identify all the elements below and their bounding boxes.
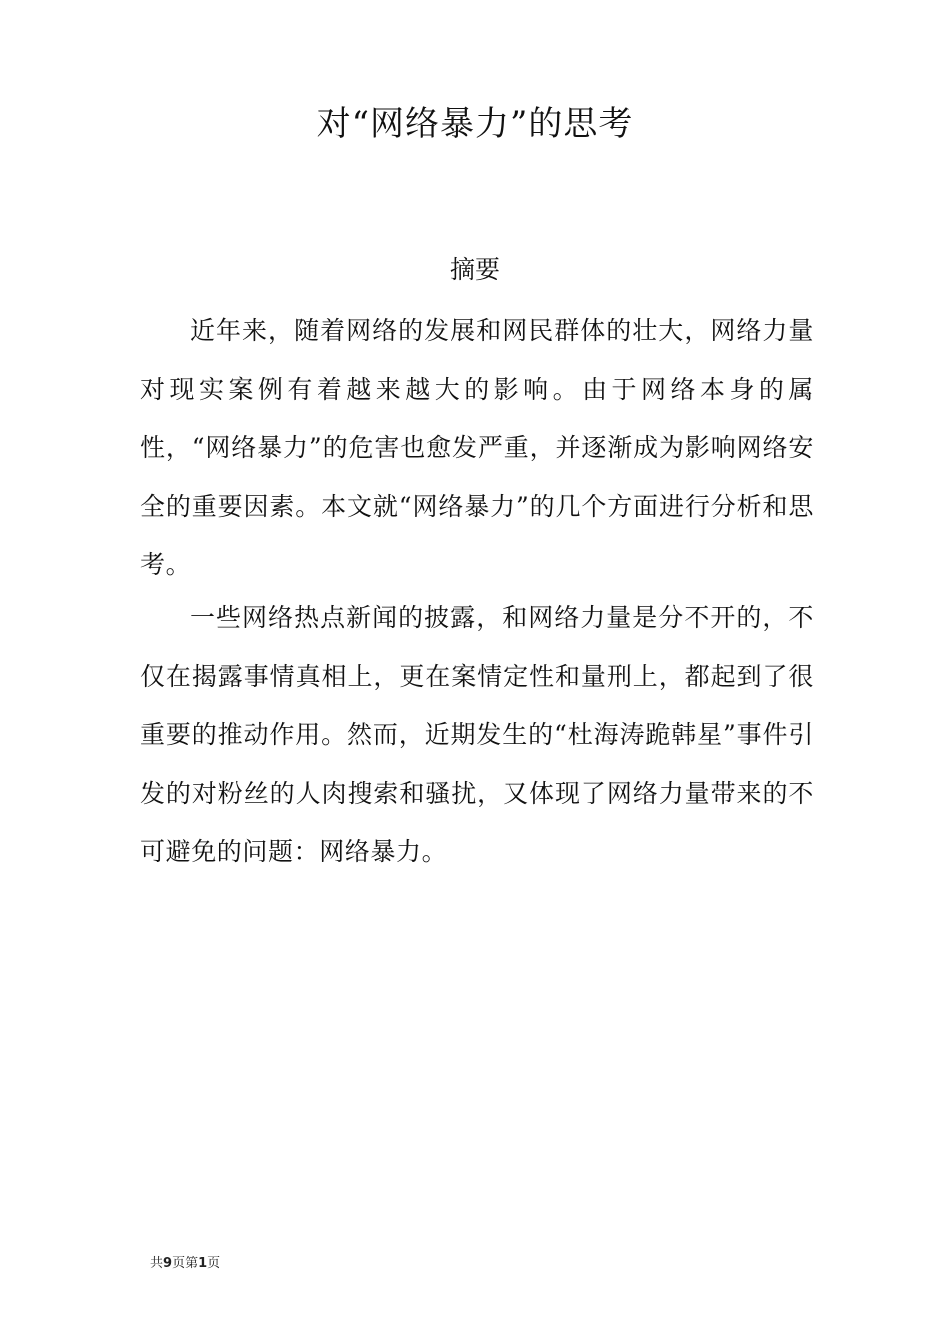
footer-suffix: 页 <box>207 1256 221 1271</box>
document-title: 对“网络暴力”的思考 <box>316 104 634 144</box>
footer-prefix: 共 <box>150 1256 164 1271</box>
footer-total-pages: 9 <box>163 1256 173 1271</box>
page-footer <box>150 1255 220 1273</box>
abstract-paragraph-1: 近年来，随着网络的发展和网民群体的壮大，网络力量对现实案例有着越来越大的影响。由于网络本身的属性，“网络暴力”的危害也愈发严重，并逐渐成为影响网络安全的重要因素。本文就“网络暴力”的几个方面进行分析和思考。 <box>140 316 814 580</box>
footer-middle: 页第 <box>172 1256 199 1271</box>
abstract-heading: 摘要 <box>449 255 500 284</box>
abstract-paragraph-2: 一些网络热点新闻的披露，和网络力量是分不开的，不仅在揭露事情真相上，更在案情定性和量刑上，都起到了很重要的推动作用。然而，近期发生的“杜海涛跪韩星”事件引发的对粉丝的人肉搜索和骚扰，又体现了网络力量带来的不可避免的问题：网络暴力。 <box>140 603 814 867</box>
footer-current-page: 1 <box>198 1256 208 1271</box>
